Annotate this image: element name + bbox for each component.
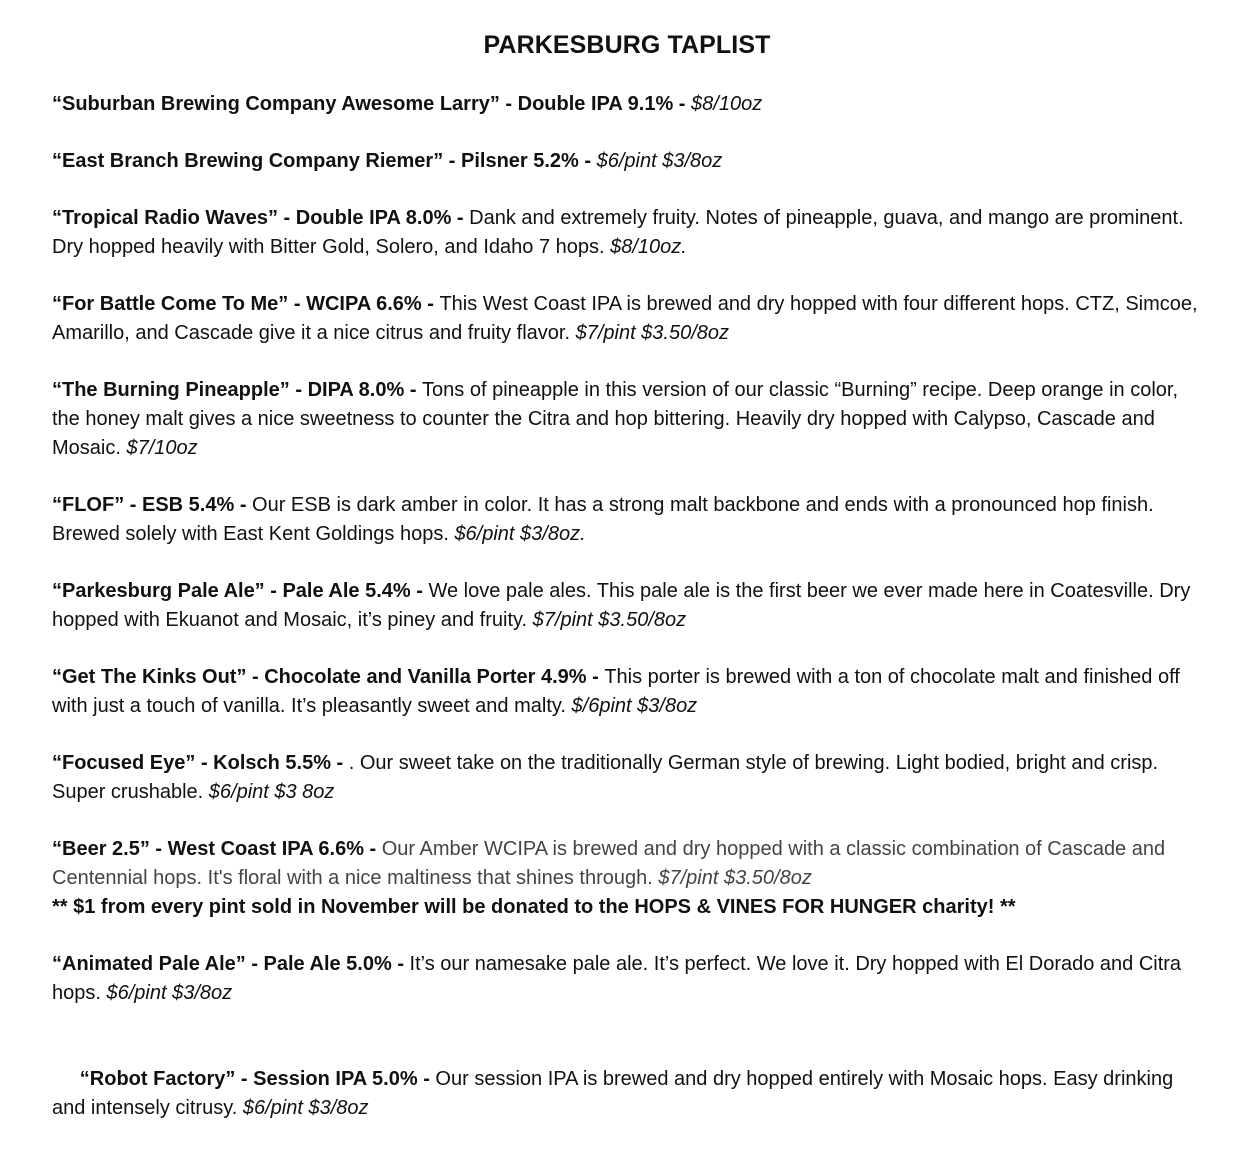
beer-name: “Parkesburg Pale Ale”: [52, 580, 265, 602]
beer-entry-11: [52, 950, 1202, 1008]
beer-name: “Robot Factory”: [74, 1068, 236, 1090]
beer-price: $6/pint $3 8oz: [208, 781, 335, 803]
beer-style: - DIPA 8.0% -: [289, 379, 423, 401]
beer-name: “Suburban Brewing Company Awesome Larry”: [52, 93, 500, 115]
beer-style: - Double IPA 9.1% -: [499, 93, 692, 115]
beer-description: Our ESB is dark amber in color. It has a strong malt backbone and ends with a pronounced hop finish. Brewed solely with East Kent Goldings hops.: [52, 494, 1154, 545]
beer-style: - Kolsch 5.5% -: [195, 752, 349, 774]
beer-price: $7/10oz: [126, 437, 198, 459]
page-title: PARKESBURG TAPLIST: [483, 31, 771, 59]
beer-entry-8: [52, 663, 1202, 721]
beer-price: $7/pint $3.50/8oz: [532, 609, 687, 631]
beer-name: “The Burning Pineapple”: [52, 379, 290, 401]
beer-description: This porter is brewed with a ton of chocolate malt and finished off with just a touch of vanilla. It’s pleasantly sweet and malty.: [52, 666, 1180, 717]
beer-style: - West Coast IPA 6.6% -: [149, 838, 382, 860]
taplist-document: [52, 30, 1202, 1152]
beer-style: - Double IPA 8.0% -: [278, 207, 470, 229]
beer-name: “Animated Pale Ale”: [52, 953, 246, 975]
beer-price: $6/pint $3/8oz: [242, 1097, 369, 1119]
beer-style: - WCIPA 6.6% -: [288, 293, 440, 315]
beer-price: $6/pint $3/8oz: [596, 150, 723, 172]
beer-description: Our session IPA is brewed and dry hopped entirely with Mosaic hops. Easy drinking and intensely citrusy.: [52, 1068, 1179, 1119]
beer-name: “Beer 2.5”: [52, 838, 150, 860]
beer-entry-12: [52, 1036, 1202, 1152]
beer-entry-4: [52, 290, 1202, 348]
beer-price: $7/pint $3.50/8oz: [575, 322, 730, 344]
beer-style: - Pilsner 5.2% -: [443, 150, 597, 172]
charity-note: ** $1 from every pint sold in November will be donated to the HOPS & VINES FOR HUNGER charity! **: [52, 896, 1016, 918]
beer-entry-10: [52, 835, 1202, 893]
beer-style: - Pale Ale 5.4% -: [264, 580, 429, 602]
beer-style: - Session IPA 5.0% -: [235, 1068, 436, 1090]
beer-description: This West Coast IPA is brewed and dry hopped with four different hops. CTZ, Simcoe, Amarillo, and Cascade give it a nice citrus and fruity flavor.: [52, 293, 1198, 344]
beer-price: $/6pint $3/8oz: [571, 695, 698, 717]
beer-price: $6/pint $3/8oz.: [454, 523, 586, 545]
beer-price: $6/pint $3/8oz: [106, 982, 233, 1004]
beer-description: We love pale ales. This pale ale is the first beer we ever made here in Coatesville. Dry hopped with Ekuanot and Mosaic, it’s piney and fruity.: [52, 580, 1191, 631]
beer-style: - Pale Ale 5.0% -: [245, 953, 410, 975]
beer-name: “Focused Eye”: [52, 752, 196, 774]
beer-price: $8/10oz.: [610, 236, 687, 258]
beer-style: - ESB 5.4% -: [124, 494, 253, 516]
beer-entry-6: [52, 491, 1202, 549]
beer-description: Our Amber WCIPA is brewed and dry hopped with a classic combination of Cascade and Centennial hops. It's floral with a nice maltiness that shines through.: [52, 838, 1166, 889]
beer-entry-1: [52, 90, 1202, 119]
beer-name: “FLOF”: [52, 494, 125, 516]
beer-description: It’s our namesake pale ale. It’s perfect. We love it. Dry hopped with El Dorado and Citra hops.: [52, 953, 1182, 1004]
beer-description: . Our sweet take on the traditionally German style of brewing. Light bodied, bright and crisp. Super crushable.: [52, 752, 1159, 803]
beer-entry-5: [52, 376, 1202, 463]
beer-name: “East Branch Brewing Company Riemer”: [52, 150, 444, 172]
beer-price: $7/pint $3.50/8oz: [658, 867, 812, 889]
beer-entry-9: [52, 749, 1202, 807]
beer-name: “Tropical Radio Waves”: [52, 207, 278, 229]
beer-entry-7: [52, 577, 1202, 635]
beer-name: “Get The Kinks Out”: [52, 666, 247, 688]
beer-entry-2: [52, 147, 1202, 176]
beer-style: - Chocolate and Vanilla Porter 4.9% -: [246, 666, 605, 688]
beer-price: $8/10oz: [691, 93, 763, 115]
beer-name: “For Battle Come To Me”: [52, 293, 289, 315]
beer-description: Dank and extremely fruity. Notes of pineapple, guava, and mango are prominent. Dry hopped heavily with Bitter Gold, Solero, and Idaho 7 hops.: [52, 207, 1184, 258]
beer-entry-3: [52, 204, 1202, 262]
beer-description: Tons of pineapple in this version of our classic “Burning” recipe. Deep orange in color, the honey malt gives a nice sweetness to counter the Citra and hop bittering. Heavily dry hopped with Calypso, Cascade and Mosaic.: [52, 379, 1179, 459]
